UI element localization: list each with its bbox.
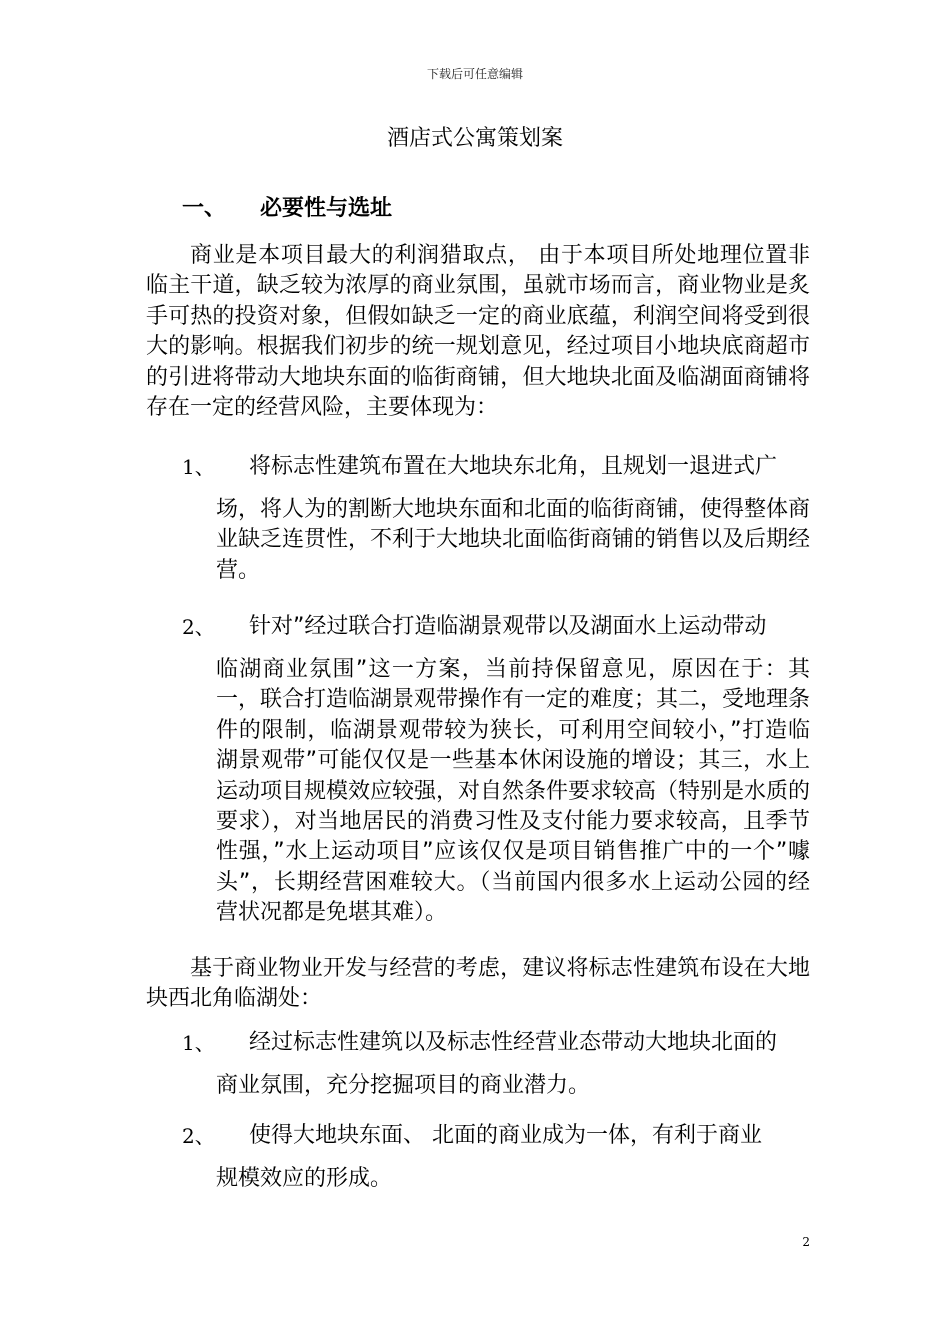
list-item-text: 商业氛围，充分挖掘项目的商业潜力。 xyxy=(216,1073,591,1098)
list-marker: 2、 xyxy=(182,615,215,639)
header-note: 下载后可任意编辑 xyxy=(426,67,523,81)
section-heading xyxy=(182,194,392,224)
list-marker: 1、 xyxy=(182,455,215,479)
list-marker: 2、 xyxy=(182,1124,215,1148)
list-marker: 1、 xyxy=(182,1031,215,1055)
list-item-text: 规模效应的形成。 xyxy=(216,1166,393,1191)
list-item-text: 场，将人为的割断大地块东面和北面的临街商铺，使得整体商业缺乏连贯性，不利于大地块北面临街商铺的销售以及后期经营。 xyxy=(216,497,811,583)
list-item-first-line: 针对”经过联合打造临湖景观带以及湖面水上运动带动 xyxy=(249,614,767,639)
list-item-text: 临湖商业氛围”这一方案，当前持保留意见，原因在于：其一，联合打造临湖景观带操作有一定的难度；其二，受地理条件的限制，临湖景观带较为狭长，可利用空间较小，”打造临湖景观带”可能仅仅是一些基本休闲设施的增设；其三，水上运动项目规模效应较强，对自然条件要求较高（特别是水质的要求），对当地居民的消费习性及支付能力要求较高，且季节性强，”水上运动项目”应该仅仅是项目销售推广中的一个”噱头”，长期经营困难较大。（当前国内很多水上运动公园的经营状况都是免堪其难）。 xyxy=(216,657,811,926)
page-number: 2 xyxy=(802,1235,810,1249)
list-item-first-line: 经过标志性建筑以及标志性经营业态带动大地块北面的 xyxy=(249,1030,778,1055)
list-item-first-line: 使得大地块东面、 北面的商业成为一体，有利于商业 xyxy=(249,1123,762,1148)
section-title: 必要性与选址 xyxy=(260,196,393,221)
document-title: 酒店式公寓策划案 xyxy=(386,126,563,151)
section-number: 一、 xyxy=(182,196,227,221)
intro-paragraph: 商业是本项目最大的利润猎取点， 由于本项目所处地理位置非临主干道，缺乏较为浓厚的商业氛围，虽就市场而言，商业物业是炙手可热的投资对象，但假如缺乏一定的商业底蕴，利润空间将受到很大的影响。根据我们初步的统一规划意见，经过项目小地块底商超市的引进将带动大地块东面的临街商铺，但大地块北面及临湖面商铺将存在一定的经营风险，主要体现为： xyxy=(146,243,810,421)
proposal-paragraph: 基于商业物业开发与经营的考虑，建议将标志性建筑布设在大地块西北角临湖处： xyxy=(146,956,810,1012)
list-item-first-line: 将标志性建筑布置在大地块东北角，且规划一退进式广 xyxy=(249,454,778,479)
